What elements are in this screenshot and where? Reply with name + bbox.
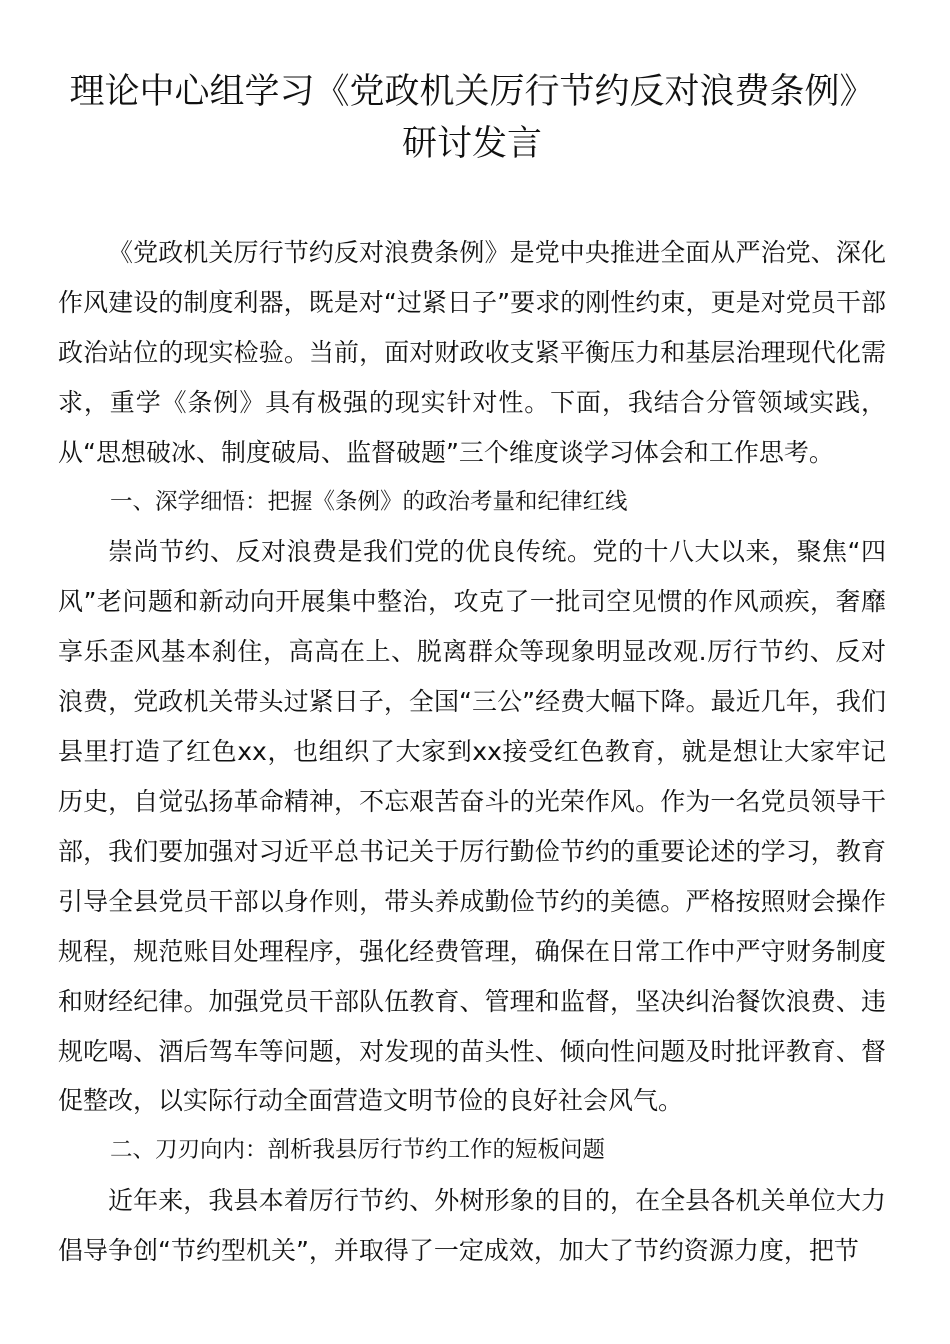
- section-1-heading: 一、深学细悟：把握《条例》的政治考量和纪律红线: [110, 488, 628, 515]
- document-title-line-1: 理论中心组学习《党政机关厉行节约反对浪费条例》: [69, 72, 875, 112]
- document-body: [58, 228, 886, 1276]
- section-2-heading: 二、刀刃向内：剖析我县厉行节约工作的短板问题: [110, 1137, 606, 1164]
- document-title: [58, 66, 886, 170]
- intro-paragraph: 《党政机关厉行节约反对浪费条例》是党中央推进全面从严治党、深化作风建设的制度利器，既是对“过紧日子”要求的刚性约束，更是对党员干部政治站位的现实检验。当前，面对财政收支紧平衡压力和基层治理现代化需求，重学《条例》具有极强的现实针对性。下面，我结合分管领域实践，从“思想破冰、制度破局、监督破题”三个维度谈学习体会和工作思考。: [58, 238, 886, 467]
- section-1-paragraph: 崇尚节约、反对浪费是我们党的优良传统。党的十八大以来，聚焦“四风”老问题和新动向开展集中整治，攻克了一批司空见惯的作风顽疾，奢靡享乐歪风基本刹住，高高在上、脱离群众等现象明显改观.厉行节约、反对浪费，党政机关带头过紧日子，全国“三公”经费大幅下降。最近几年，我们县里打造了红色xx，也组织了大家到xx接受红色教育，就是想让大家牢记历史，自觉弘扬革命精神，不忘艰苦奋斗的光荣作风。作为一名党员领导干部，我们要加强对习近平总书记关于厉行勤俭节约的重要论述的学习，教育引导全县党员干部以身作则，带头养成勤俭节约的美德。严格按照财会操作规程，规范账目处理程序，强化经费管理，确保在日常工作中严守财务制度和财经纪律。加强党员干部队伍教育、管理和监督，坚决纠治餐饮浪费、违规吃喝、酒后驾车等问题，对发现的苗头性、倾向性问题及时批评教育、督促整改，以实际行动全面营造文明节俭的良好社会风气。: [58, 537, 886, 1116]
- document-title-line-2: 研讨发言: [401, 124, 542, 164]
- section-2-paragraph: 近年来，我县本着厉行节约、外树形象的目的，在全县各机关单位大力倡导争创“节约型机关”，并取得了一定成效，加大了节约资源力度，把节: [58, 1186, 886, 1266]
